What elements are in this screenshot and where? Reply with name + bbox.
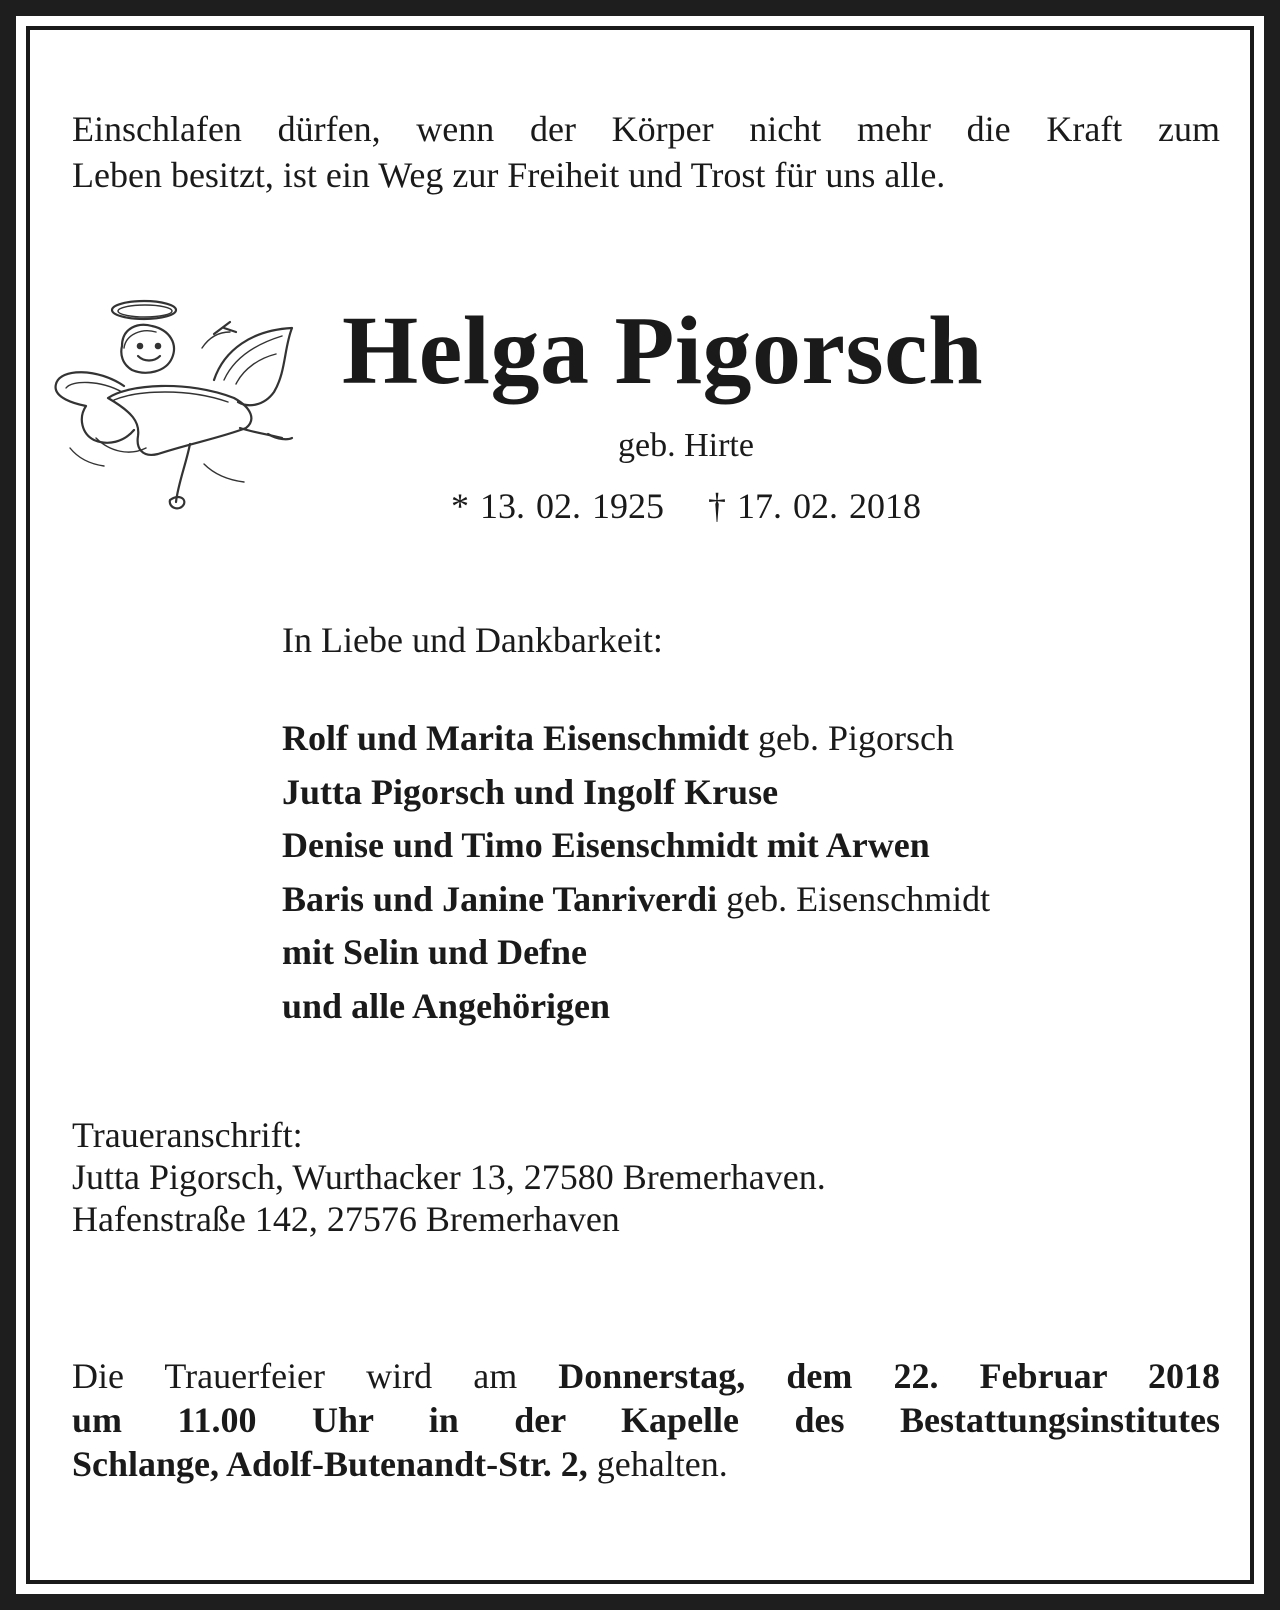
funeral-line-3: Schlange, Adolf-Butenandt-Str. 2, gehalten. <box>72 1444 728 1484</box>
birth-date: * 13. 02. 1925 <box>451 486 664 526</box>
address-line-2: Hafenstraße 142, 27576 Bremerhaven <box>72 1199 620 1239</box>
intro-line-2: Leben besitzt, ist ein Weg zur Freiheit und Trost für uns alle. <box>72 155 946 195</box>
funeral-line-1: Die Trauerfeier wird am Donnerstag, dem 22. Februar 2018 <box>72 1356 1220 1396</box>
address-line-1: Jutta Pigorsch, Wurthacker 13, 27580 Bremerhaven. <box>72 1157 826 1197</box>
intro-line-1: Einschlafen dürfen, wenn der Körper nicht mehr die Kraft zum <box>72 109 1220 149</box>
family-member: und alle Angehörigen <box>282 985 611 1026</box>
family-member: Rolf und Marita Eisenschmidt geb. Pigorsch <box>282 718 955 758</box>
death-date: † 17. 02. 2018 <box>708 486 921 526</box>
family-list <box>282 712 990 1033</box>
deceased-name: Helga Pigorsch <box>342 297 984 405</box>
funeral-notice <box>72 1354 1220 1486</box>
obituary-page <box>16 16 1264 1594</box>
intro-quote <box>72 106 1220 198</box>
family-member: Jutta Pigorsch und Ingolf Kruse <box>282 771 779 812</box>
family-member: Baris und Janine Tanriverdi geb. Eisenschmidt <box>282 878 991 919</box>
address-label: Traueranschrift: <box>72 1115 303 1155</box>
family-member: Denise und Timo Eisenschmidt mit Arwen <box>282 825 930 865</box>
family-member: mit Selin und Defne <box>282 932 588 972</box>
funeral-line-2: um 11.00 Uhr in der Kapelle des Bestattungsinstitutes <box>72 1400 1220 1440</box>
mourning-address <box>72 1114 826 1240</box>
thanks-line: In Liebe und Dankbarkeit: <box>282 620 663 660</box>
life-dates <box>16 484 1264 528</box>
born-name: geb. Hirte <box>618 427 754 464</box>
